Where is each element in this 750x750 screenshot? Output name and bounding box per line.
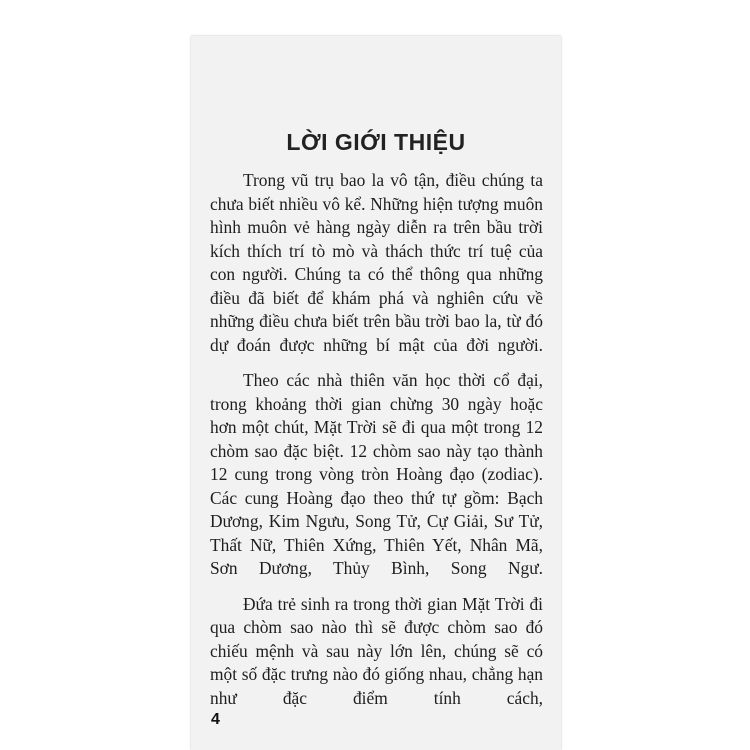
body-text [210, 169, 543, 710]
page-number: 4 [211, 711, 220, 728]
paragraph-birth: Đứa trẻ sinh ra trong thời gian Mặt Trời đi qua chòm sao nào thì sẽ được chòm sao đó chiếu mệnh và sau này lớn lên, chúng sẽ có một số đặc trưng nào đó giống nhau, chẳng hạn như đặc điểm tính cách, [210, 593, 543, 708]
chapter-heading: LỜI GIỚI THIỆU [286, 129, 466, 155]
book-page [191, 36, 561, 750]
paragraph-intro: Trong vũ trụ bao la vô tận, điều chúng ta chưa biết nhiều vô kể. Những hiện tượng muôn hình muôn vẻ hàng ngày diễn ra trên bầu trời kích thích trí tò mò và thách thức trí tuệ của con người. Chúng ta có thể thông qua những điều đã biết để khám phá và nghiên cứu về những điều chưa biết trên bầu trời bao la, từ đó dự đoán được những bí mật của đời người. [210, 170, 543, 355]
paragraph-zodiac: Theo các nhà thiên văn học thời cổ đại, trong khoảng thời gian chừng 30 ngày hoặc hơn một chút, Mặt Trời sẽ đi qua một trong 12 chòm sao đặc biệt. 12 chòm sao này tạo thành 12 cung trong vòng tròn Hoàng đạo (zodiac). Các cung Hoàng đạo theo thứ tự gồm: Bạch Dương, Kim Ngưu, Song Tử, Cự Giải, Sư Tử, Thất Nữ, Thiên Xứng, Thiên Yết, Nhân Mã, Sơn Dương, Thủy Bình, Song Ngư. [210, 370, 543, 578]
